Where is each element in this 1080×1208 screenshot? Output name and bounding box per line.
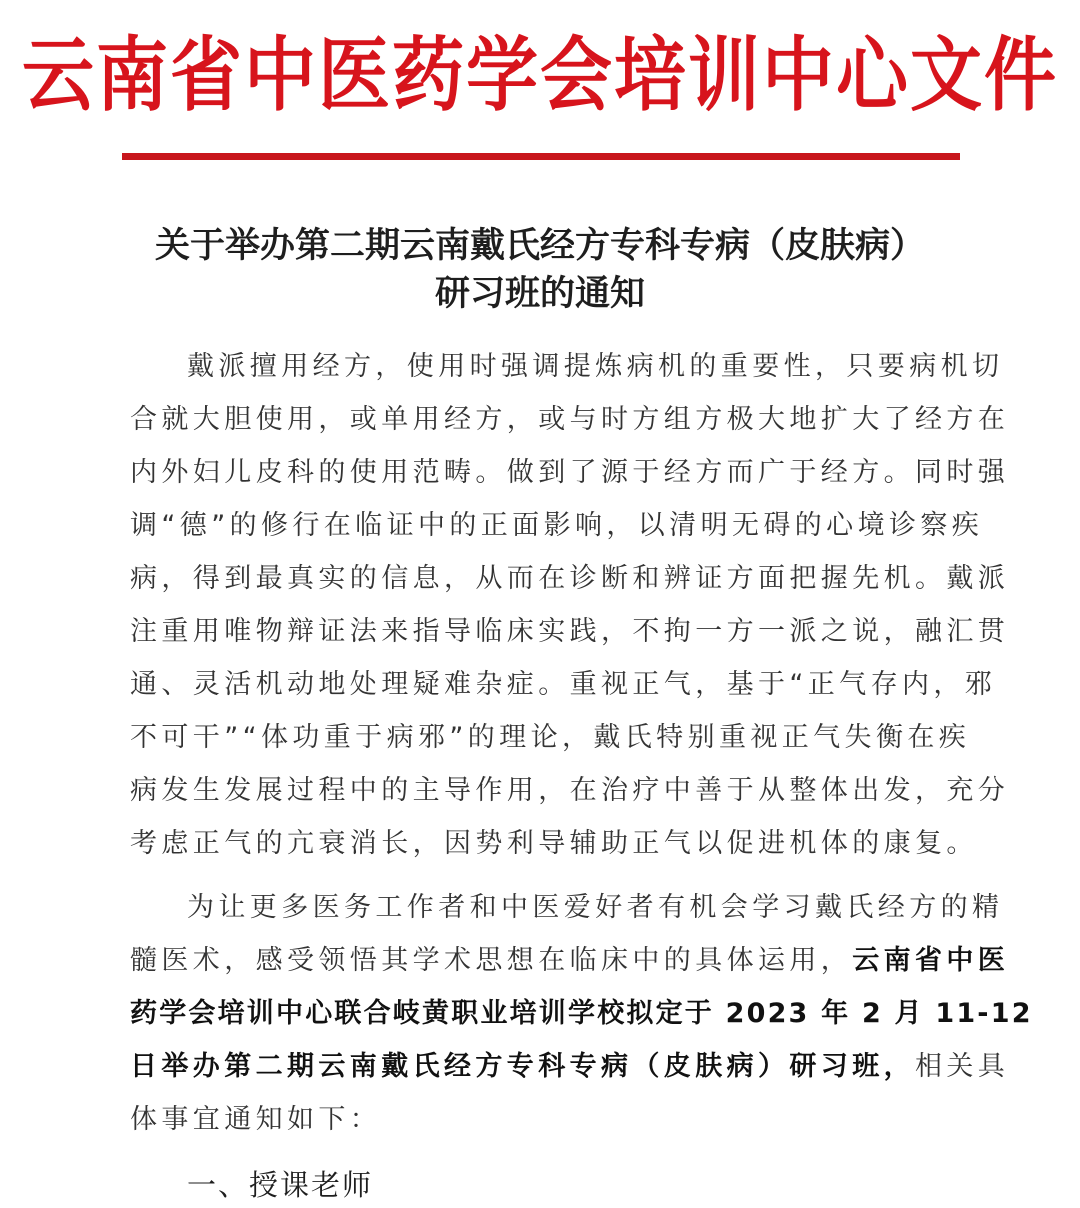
paragraph-line: 内外妇儿皮科的使用范畴。做到了源于经方而广于经方。同时强 — [130, 457, 1010, 488]
paragraph-line: 不可干”“体功重于病邪”的理论，戴氏特别重视正气失衡在疾 — [130, 722, 971, 753]
paragraph-bold-text: 日举办第二期云南戴氏经方专科专病（皮肤病）研习班， — [130, 1051, 915, 1082]
red-header-rule — [122, 153, 960, 160]
paragraph-text: 相关具 — [915, 1051, 1010, 1082]
paragraph-line: 病，得到最真实的信息，从而在诊断和辨证方面把握先机。戴派 — [130, 563, 1010, 594]
paragraph-line: 病发生发展过程中的主导作用，在治疗中善于从整体出发，充分 — [130, 775, 1010, 806]
notice-title-line-1: 关于举办第二期云南戴氏经方专科专病（皮肤病） — [154, 226, 925, 266]
paragraph-line: 为让更多医务工作者和中医爱好者有机会学习戴氏经方的精 — [187, 892, 1004, 923]
paragraph-line — [130, 1049, 1009, 1085]
paragraph-line — [130, 943, 1009, 979]
section-heading-instructors: 一、授课老师 — [187, 1168, 374, 1202]
paragraph-line: 注重用唯物辩证法来指导临床实践，不拘一方一派之说，融汇贯 — [130, 616, 1010, 647]
paragraph-line: 合就大胆使用，或单用经方，或与时方组方极大地扩大了经方在 — [130, 404, 1010, 435]
paragraph-line: 通、灵活机动地处理疑难杂症。重视正气，基于“正气存内，邪 — [130, 669, 997, 700]
paragraph-text: 髓医术，感受领悟其学术思想在临床中的具体运用， — [130, 945, 853, 976]
paragraph-bold-text: 云南省中医 — [852, 945, 1010, 976]
paragraph-bold-line: 药学会培训中心联合岐黄职业培训学校拟定于 2023 年 2 月 11-12 — [130, 998, 1033, 1029]
paragraph-line: 戴派擅用经方，使用时强调提炼病机的重要性，只要病机切 — [187, 351, 1004, 382]
notice-title-line-2: 研习班的通知 — [434, 274, 645, 314]
org-header-title: 云南省中医药学会培训中心文件 — [21, 26, 1058, 122]
paragraph-line: 考虑正气的亢衰消长，因势利导辅助正气以促进机体的康复。 — [130, 828, 978, 859]
paragraph-line: 体事宜通知如下： — [130, 1104, 382, 1135]
paragraph-line: 调“德”的修行在临证中的正面影响，以清明无碍的心境诊察疾 — [130, 510, 984, 541]
